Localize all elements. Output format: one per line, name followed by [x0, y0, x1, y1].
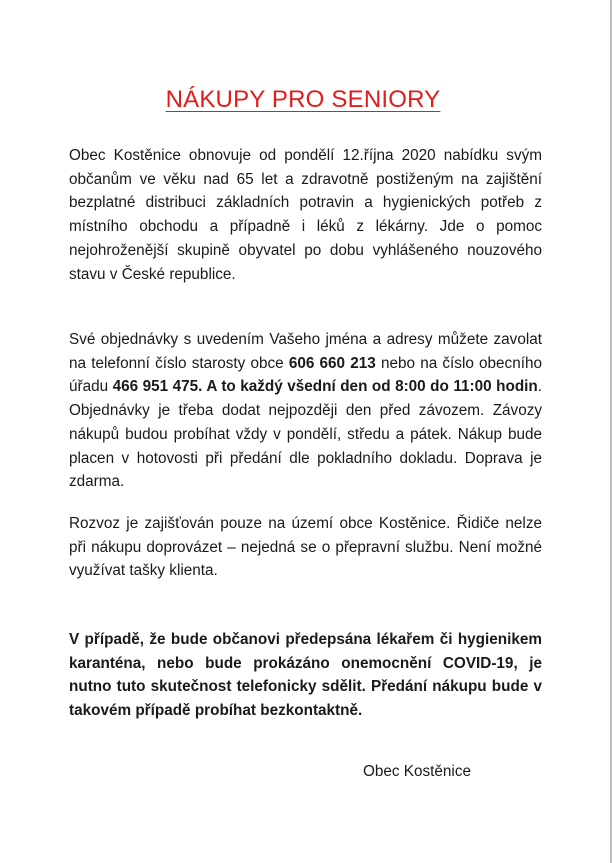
office-phone-number: 466 951 475.: [112, 378, 203, 396]
paragraph-intro: Obec Kostěnice obnovuje od pondělí 12.října 2020 nabídku svým občanům ve věku nad 65 let a zdravotně postiženým na zajištění bezplatné distribuci základních potravin a hygienických potřeb z místního obchodu a případně i léků z lékárny. Jde o pomoc nejohroženější skupině obyvatel po dobu vyhlášeného nouzového stavu v České republice.: [69, 147, 542, 283]
paragraph-delivery: Rozvoz je zajišťován pouze na území obce Kostěnice. Řidiče nelze při nákupu doprovázet – nejedná se o přepravní službu. Není možné využívat tašky klienta.: [69, 515, 542, 580]
ordering-text-1: Své objednávky s uvedením Vašeho jména a adresy můžete zavolat na telefonní číslo starosty obce: [69, 331, 542, 372]
page-title: NÁKUPY PRO SENIORY: [165, 86, 441, 113]
mayor-phone-number: 606 660 213: [288, 354, 376, 372]
paragraph-quarantine-notice: V případě, že bude občanovi předepsána lékařem či hygienikem karanténa, nebo bude prokázáno onemocnění COVID-19, je nutno tuto skutečnost telefonicky sdělit. Předání nákupu bude v takovém případě probíhat bezkontaktně.: [69, 631, 542, 720]
ordering-text-2: nebo na číslo obecního úřadu: [69, 354, 542, 396]
paragraph-ordering: [69, 328, 542, 494]
signature: Obec Kostěnice: [363, 763, 471, 780]
ordering-hours: A to každý všední den od 8:00 do 11:00 hodin: [202, 378, 538, 396]
ordering-text-3: . Objednávky je třeba dodat nejpozději den před závozem. Závozy nákupů budou probíhat vždy v pondělí, středu a pátek. Nákup bude placen v hotovosti při předání dle pokladního dokladu. Doprava je zdarma.: [69, 378, 543, 491]
